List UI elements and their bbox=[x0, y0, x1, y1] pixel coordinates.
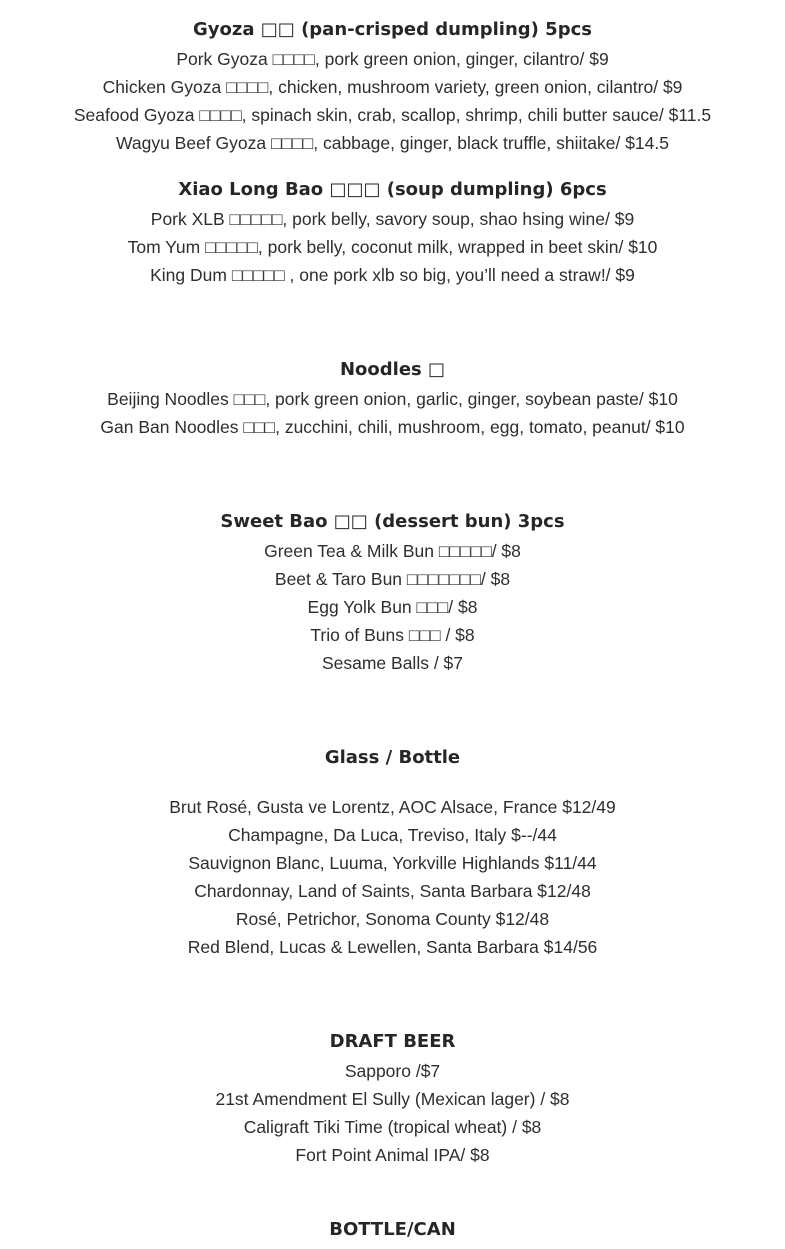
menu-item-tom-yum: Tom Yum □□□□□, pork belly, coconut milk, wrapped in beet skin/ $10 bbox=[127, 237, 658, 257]
menu-item-pork-gyoza: Pork Gyoza □□□□, pork green onion, ginger, cilantro/ $9 bbox=[176, 49, 609, 69]
menu-item-beet-taro-bun: Beet & Taro Bun □□□□□□□/ $8 bbox=[274, 569, 511, 589]
menu-item-beijing-noodles: Beijing Noodles □□□, pork green onion, garlic, ginger, soybean paste/ $10 bbox=[107, 389, 678, 409]
menu-item-trio-of-buns: Trio of Buns □□□ / $8 bbox=[310, 625, 475, 645]
menu-item-el-sully: 21st Amendment El Sully (Mexican lager) / $8 bbox=[215, 1089, 570, 1109]
menu-item-sesame-balls: Sesame Balls / $7 bbox=[321, 653, 464, 673]
menu-item-sauvignon-blanc: Sauvignon Blanc, Luuma, Yorkville Highlands $11/44 bbox=[188, 853, 597, 873]
section-heading-sweet-bao: Sweet Bao □□ (dessert bun) 3pcs bbox=[220, 511, 565, 532]
section-heading-glass-bottle: Glass / Bottle bbox=[324, 747, 461, 768]
section-heading-xiao-long-bao: Xiao Long Bao □□□ (soup dumpling) 6pcs bbox=[178, 179, 607, 200]
menu-item-red-blend: Red Blend, Lucas & Lewellen, Santa Barbara $14/56 bbox=[187, 937, 598, 957]
menu-item-pork-xlb: Pork XLB □□□□□, pork belly, savory soup, shao hsing wine/ $9 bbox=[150, 209, 635, 229]
menu-item-chardonnay: Chardonnay, Land of Saints, Santa Barbara $12/48 bbox=[194, 881, 591, 901]
section-heading-gyoza: Gyoza □□ (pan-crisped dumpling) 5pcs bbox=[193, 19, 592, 40]
section-heading-draft-beer: DRAFT BEER bbox=[329, 1031, 456, 1052]
menu-item-animal-ipa: Fort Point Animal IPA/ $8 bbox=[295, 1145, 490, 1165]
menu-item-egg-yolk-bun: Egg Yolk Bun □□□/ $8 bbox=[307, 597, 478, 617]
section-heading-bottle-can: BOTTLE/CAN bbox=[329, 1219, 456, 1240]
menu-item-wagyu-gyoza: Wagyu Beef Gyoza □□□□, cabbage, ginger, black truffle, shiitake/ $14.5 bbox=[115, 133, 669, 153]
menu-item-champagne: Champagne, Da Luca, Treviso, Italy $--/44 bbox=[228, 825, 557, 845]
menu-item-rose: Rosé, Petrichor, Sonoma County $12/48 bbox=[235, 909, 550, 929]
menu-item-gan-ban-noodles: Gan Ban Noodles □□□, zucchini, chili, mushroom, egg, tomato, peanut/ $10 bbox=[100, 417, 685, 437]
section-heading-noodles: Noodles □ bbox=[339, 359, 446, 380]
menu-item-sapporo: Sapporo /$7 bbox=[344, 1061, 441, 1081]
menu-item-tiki-time: Caligraft Tiki Time (tropical wheat) / $8 bbox=[243, 1117, 542, 1137]
menu-item-brut-rose: Brut Rosé, Gusta ve Lorentz, AOC Alsace, France $12/49 bbox=[169, 797, 616, 817]
menu-item-seafood-gyoza: Seafood Gyoza □□□□, spinach skin, crab, scallop, shrimp, chili butter sauce/ $11.5 bbox=[73, 105, 712, 125]
menu-item-chicken-gyoza: Chicken Gyoza □□□□, chicken, mushroom variety, green onion, cilantro/ $9 bbox=[102, 77, 683, 97]
menu-item-king-dum: King Dum □□□□□ , one pork xlb so big, you’ll need a straw!/ $9 bbox=[150, 265, 635, 285]
menu-item-green-tea-bun: Green Tea & Milk Bun □□□□□/ $8 bbox=[264, 541, 521, 561]
